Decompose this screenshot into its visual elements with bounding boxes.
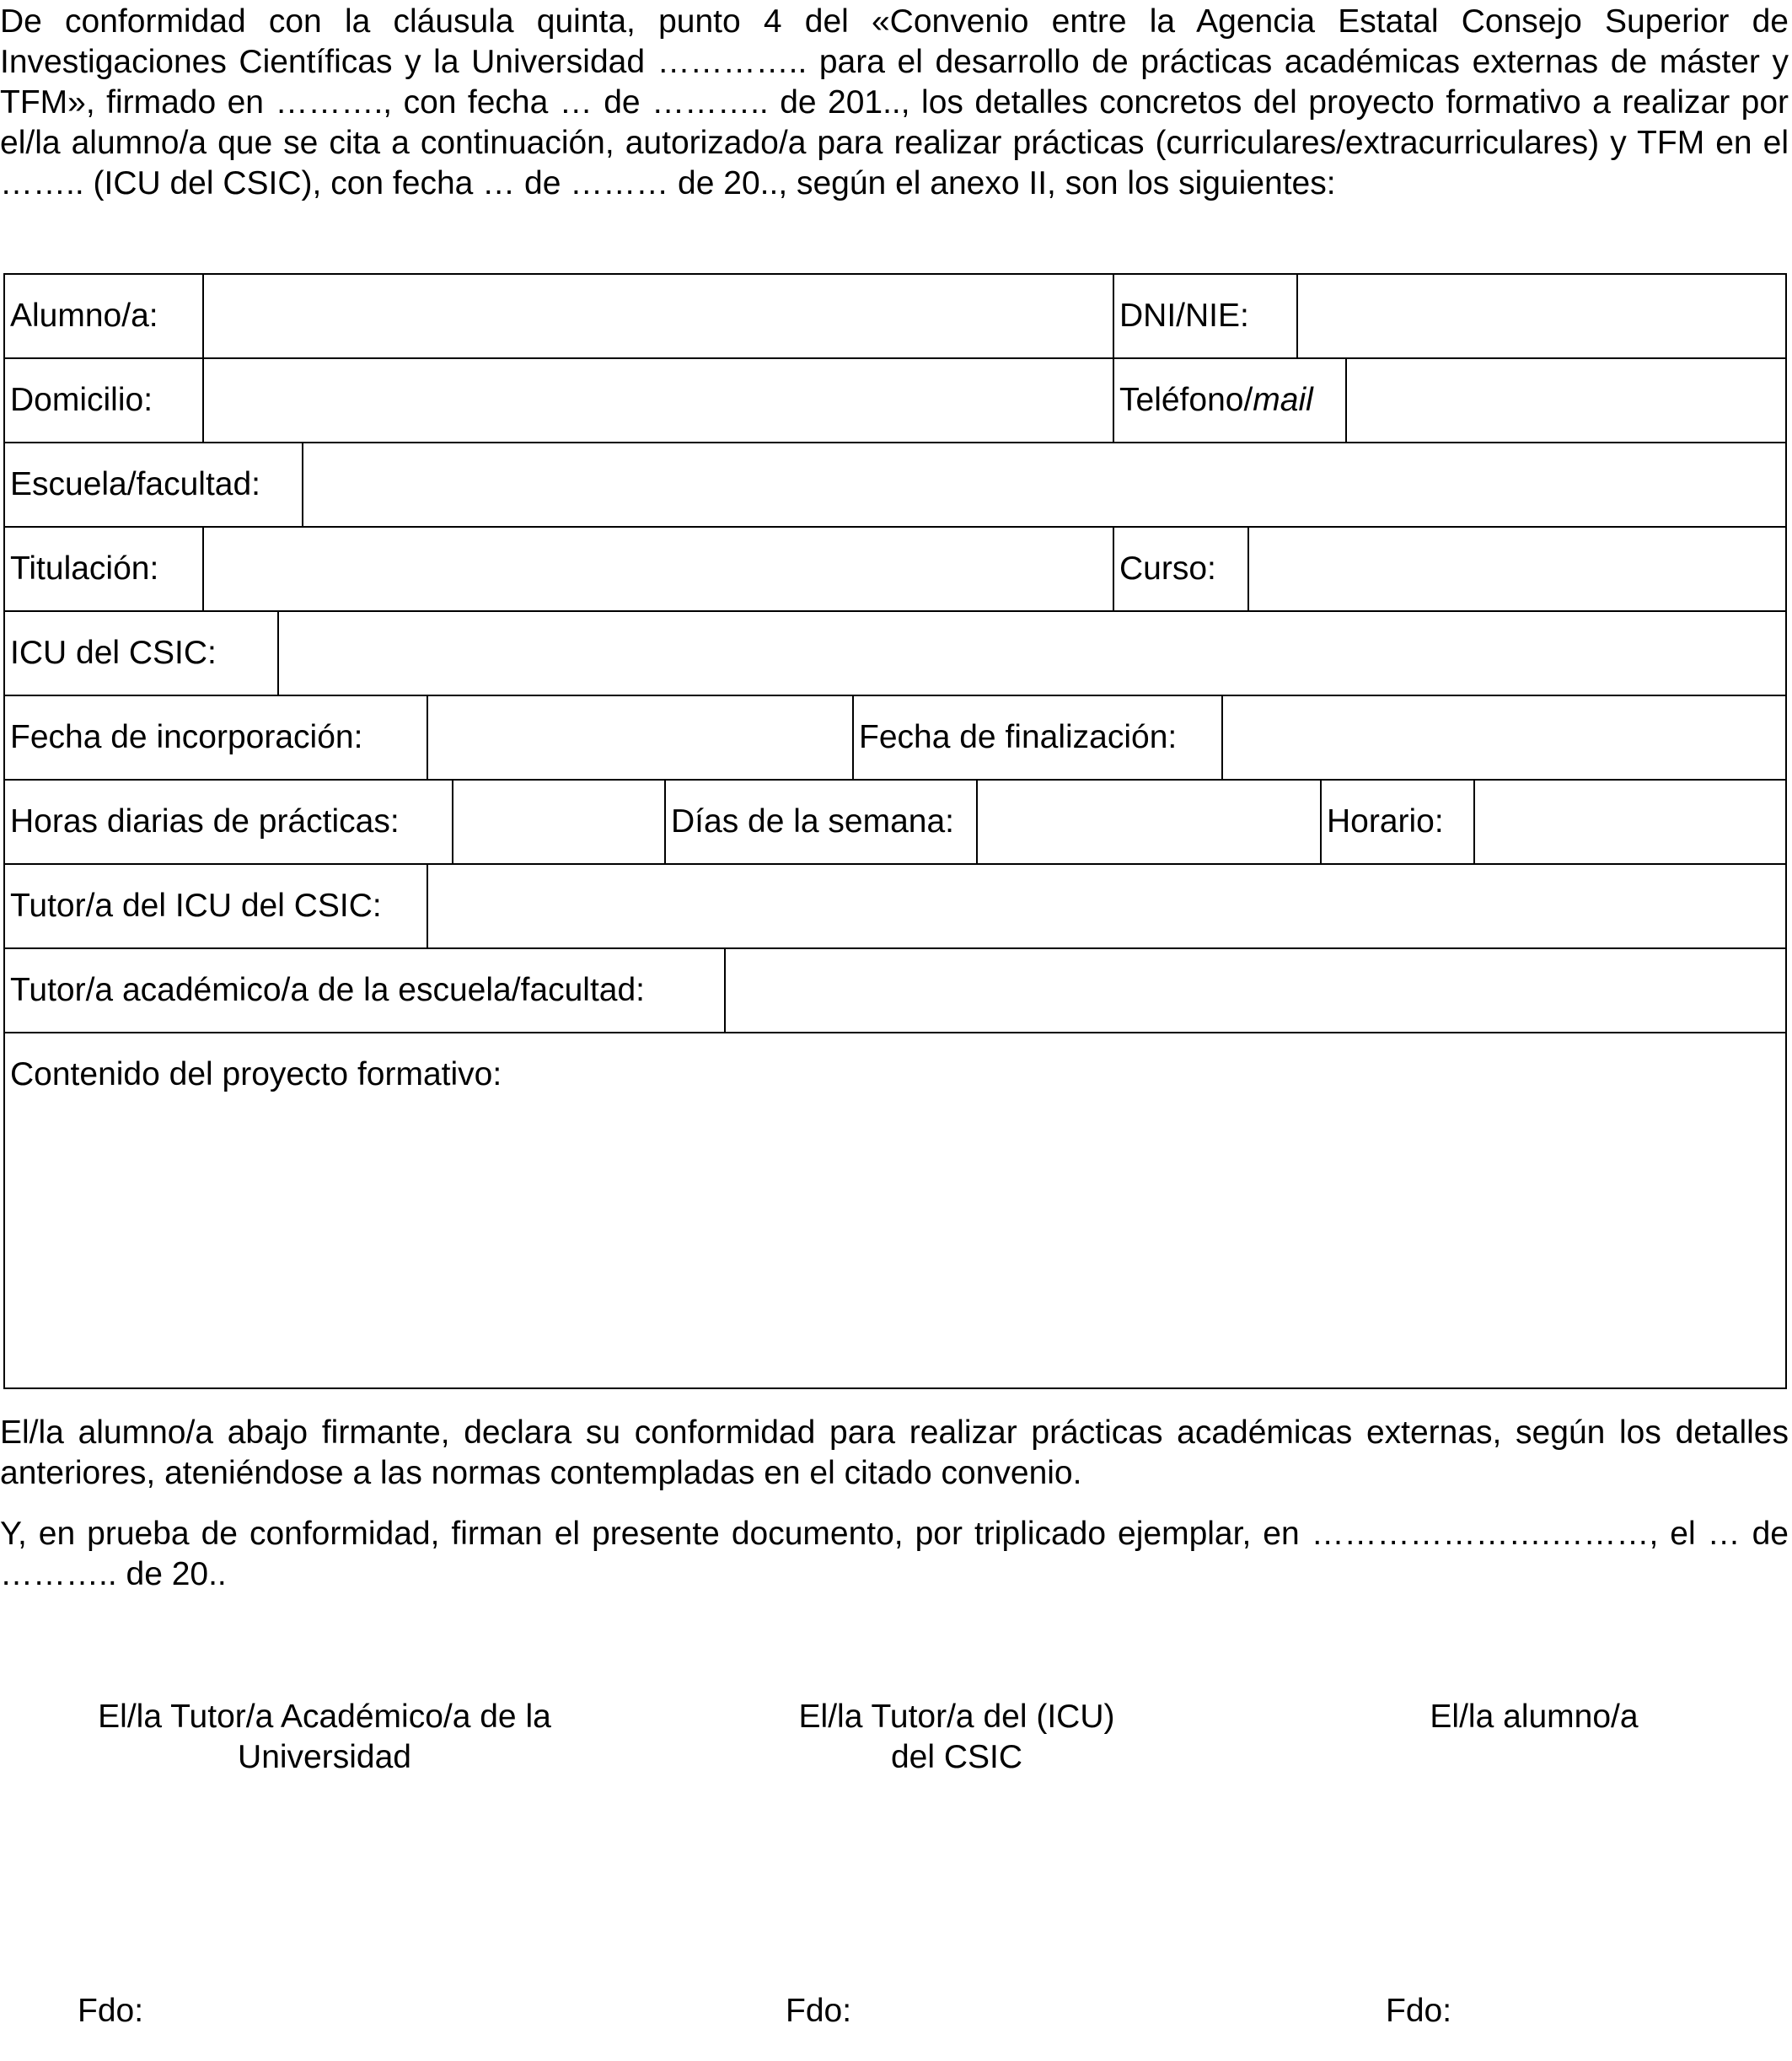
label-titulacion: Titulación: <box>10 550 159 587</box>
signature-icu-line1: El/la Tutor/a del (ICU) <box>798 1699 1115 1735</box>
fecha-finalizacion-field[interactable] <box>1223 696 1785 779</box>
label-domicilio: Domicilio: <box>10 382 153 418</box>
proof-paragraph: Y, en prueba de conformidad, firman el presente documento, por triplicado ejemplar, en ………………….………, el … de ……….. de 20.. <box>0 1516 1789 1592</box>
signature-student-line1: El/la alumno/a <box>1430 1699 1639 1735</box>
signature-academic-line2: Universidad <box>238 1739 411 1775</box>
signature-academic-line1: El/la Tutor/a Académico/a de la <box>98 1699 551 1735</box>
intro-paragraph: De conformidad con la cláusula quinta, punto 4 del «Convenio entre la Agencia Estatal Consejo Superior de Investigaciones Científicas y la Universidad ………….. para el desarrollo de prácticas académicas externas de máster y TFM», firmado en ………., con fecha … de ……….. de 201.., los detalles concretos del proyecto formativo a realizar por el/la alumno/a que se cita a continuación, autorizado/a para realizar prácticas (curriculares/extracurriculares) y TFM en el …….. (ICU del CSIC), con fecha … de ……… de 20.., según el anexo II, son los siguientes: <box>0 3 1789 201</box>
signature-academic-tutor <box>51 1697 598 1778</box>
label-fecha-finalizacion: Fecha de finalización: <box>859 719 1178 755</box>
icu-field[interactable] <box>279 612 1785 695</box>
dni-field[interactable] <box>1298 275 1785 357</box>
label-dias: Días de la semana: <box>671 803 955 840</box>
signature-icu-tutor <box>759 1697 1155 1778</box>
telefono-field[interactable] <box>1347 359 1785 442</box>
horario-field[interactable] <box>1475 781 1785 863</box>
signature-icu-line2: del CSIC <box>890 1739 1023 1775</box>
fdo-student: Fdo: <box>1386 1993 1452 2029</box>
label-telefono-text: Teléfono/ <box>1119 382 1253 418</box>
label-fecha-incorporacion: Fecha de incorporación: <box>10 719 363 755</box>
label-alumno: Alumno/a: <box>10 298 158 334</box>
fecha-incorporacion-field[interactable] <box>428 696 852 779</box>
dias-field[interactable] <box>978 781 1320 863</box>
label-escuela: Escuela/facultad: <box>10 466 261 502</box>
label-icu: ICU del CSIC: <box>10 635 217 671</box>
domicilio-field[interactable] <box>204 359 1113 442</box>
tutor-academico-field[interactable] <box>726 949 1785 1032</box>
fdo-icu: Fdo: <box>786 1993 852 2029</box>
horas-field[interactable] <box>453 781 664 863</box>
escuela-field[interactable] <box>303 443 1785 526</box>
project-form-table <box>3 273 1787 1389</box>
fdo-academic: Fdo: <box>78 1993 144 2029</box>
label-tutor-icu: Tutor/a del ICU del CSIC: <box>10 888 382 924</box>
curso-field[interactable] <box>1249 528 1785 610</box>
label-horario: Horario: <box>1327 803 1444 840</box>
label-dni: DNI/NIE: <box>1119 298 1249 334</box>
label-tutor-academico: Tutor/a académico/a de la escuela/facultad: <box>10 972 645 1008</box>
label-curso: Curso: <box>1119 550 1216 587</box>
label-telefono <box>1114 359 1345 442</box>
tutor-icu-field[interactable] <box>428 865 1785 947</box>
label-contenido: Contenido del proyecto formativo: <box>10 1056 502 1092</box>
contenido-field[interactable] <box>5 1118 1785 1387</box>
titulacion-field[interactable] <box>204 528 1113 610</box>
signature-student <box>1365 1697 1703 1737</box>
declaration-paragraph: El/la alumno/a abajo firmante, declara su conformidad para realizar prácticas académicas externas, según los detalles anteriores, ateniéndose a las normas contempladas en el citado convenio. <box>0 1414 1789 1491</box>
alumno-field[interactable] <box>204 275 1113 357</box>
label-telefono-mail: mail <box>1253 382 1313 418</box>
label-horas: Horas diarias de prácticas: <box>10 803 400 840</box>
